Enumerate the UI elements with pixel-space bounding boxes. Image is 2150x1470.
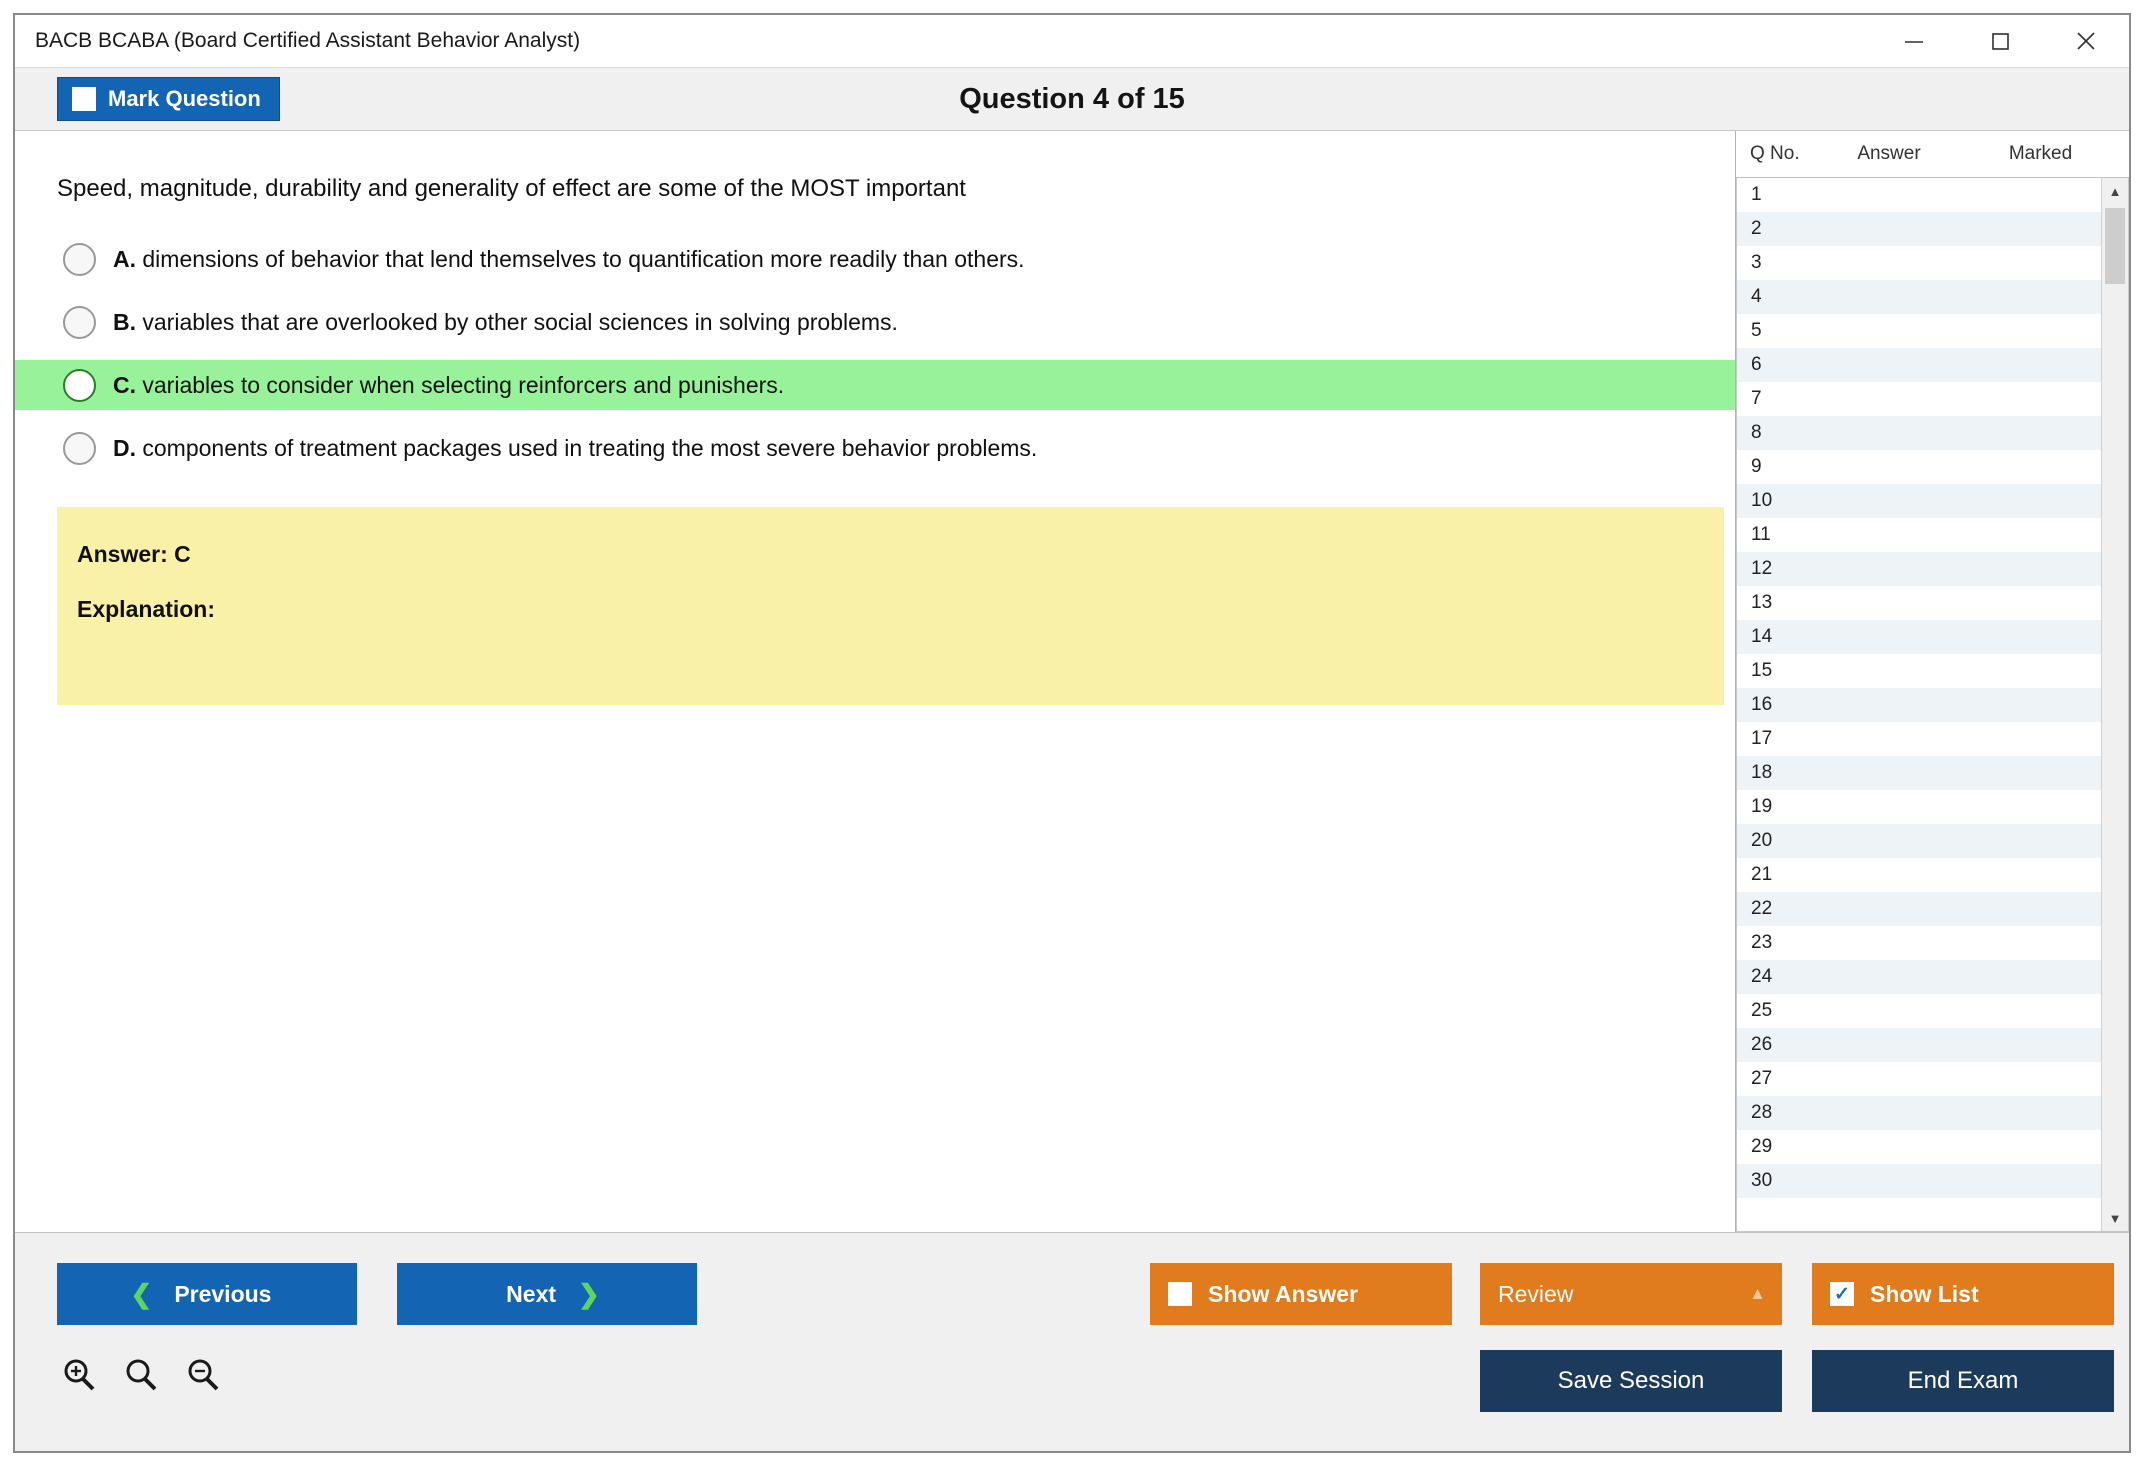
column-header-qno: Q No. bbox=[1750, 143, 1800, 164]
question-list-row-number: 11 bbox=[1751, 524, 1771, 545]
zoom-in-icon[interactable] bbox=[59, 1355, 99, 1400]
option-row-d[interactable] bbox=[15, 423, 1735, 473]
option-row-b[interactable] bbox=[15, 297, 1735, 347]
question-list-row-number: 3 bbox=[1751, 252, 1762, 273]
question-list-row-number: 20 bbox=[1751, 830, 1773, 851]
question-list-row-number: 22 bbox=[1751, 898, 1773, 919]
show-answer-checkbox[interactable] bbox=[1168, 1282, 1192, 1306]
question-list-row-number: 10 bbox=[1751, 490, 1773, 511]
answer-panel bbox=[57, 507, 1724, 705]
question-counter: Question 4 of 15 bbox=[959, 82, 1185, 115]
question-list-row-number: 16 bbox=[1751, 694, 1773, 715]
header-bar bbox=[15, 68, 2129, 131]
option-text-c: variables to consider when selecting reinforcers and punishers. bbox=[142, 371, 785, 398]
radio-a[interactable] bbox=[63, 243, 96, 276]
question-list-row[interactable] bbox=[1737, 178, 2101, 212]
question-list-row-number: 23 bbox=[1751, 932, 1773, 953]
previous-button[interactable] bbox=[57, 1263, 357, 1325]
end-exam-label: End Exam bbox=[1907, 1367, 2019, 1394]
question-list-row[interactable] bbox=[1737, 586, 2101, 620]
radio-b[interactable] bbox=[63, 306, 96, 339]
maximize-icon[interactable] bbox=[1957, 15, 2043, 67]
question-list-row[interactable] bbox=[1737, 212, 2101, 246]
radio-c[interactable] bbox=[63, 369, 96, 402]
window-title: BACB BCABA (Board Certified Assistant Behavior Analyst) bbox=[35, 29, 581, 52]
question-list-row[interactable] bbox=[1737, 756, 2101, 790]
question-list-row[interactable] bbox=[1737, 926, 2101, 960]
question-list-row[interactable] bbox=[1737, 450, 2101, 484]
question-list-row[interactable] bbox=[1737, 892, 2101, 926]
save-session-label: Save Session bbox=[1557, 1367, 1705, 1394]
option-letter-c: C. bbox=[113, 371, 136, 398]
question-list-row[interactable] bbox=[1737, 620, 2101, 654]
option-text-b: variables that are overlooked by other social sciences in solving problems. bbox=[142, 308, 898, 335]
scrollbar-track[interactable] bbox=[2102, 204, 2128, 1205]
question-list-row-number: 24 bbox=[1751, 966, 1773, 987]
question-list-row-number: 7 bbox=[1751, 388, 1762, 409]
question-list-scrollbar[interactable] bbox=[2101, 178, 2128, 1231]
question-list-row[interactable] bbox=[1737, 552, 2101, 586]
review-dropdown[interactable] bbox=[1480, 1263, 1782, 1325]
question-list-row[interactable] bbox=[1737, 722, 2101, 756]
minimize-icon[interactable] bbox=[1871, 15, 1957, 67]
question-list-row[interactable] bbox=[1737, 1130, 2101, 1164]
option-letter-b: B. bbox=[113, 308, 136, 335]
close-icon[interactable] bbox=[2043, 15, 2129, 67]
question-list-row-number: 21 bbox=[1751, 864, 1773, 885]
question-list-row[interactable] bbox=[1737, 246, 2101, 280]
option-label-b bbox=[113, 309, 898, 336]
next-button[interactable] bbox=[397, 1263, 697, 1325]
show-list-checkbox[interactable]: ✓ bbox=[1830, 1282, 1854, 1306]
question-list-row[interactable] bbox=[1737, 1096, 2101, 1130]
question-list-row[interactable] bbox=[1737, 382, 2101, 416]
previous-label: Previous bbox=[174, 1280, 272, 1307]
option-label-a bbox=[113, 246, 1025, 273]
option-letter-a: A. bbox=[113, 245, 136, 272]
question-list-row[interactable] bbox=[1737, 688, 2101, 722]
question-list-row-number: 9 bbox=[1751, 456, 1762, 477]
chevron-left-icon: ❮ bbox=[130, 1278, 153, 1309]
question-list-row-number: 19 bbox=[1751, 796, 1773, 817]
question-list-row[interactable] bbox=[1737, 824, 2101, 858]
question-list-row-number: 30 bbox=[1751, 1170, 1773, 1191]
answer-value: Answer: C bbox=[77, 541, 191, 568]
exam-window bbox=[13, 13, 2131, 1453]
end-exam-button[interactable] bbox=[1812, 1350, 2114, 1412]
option-letter-d: D. bbox=[113, 434, 136, 461]
question-list-row-number: 1 bbox=[1751, 184, 1762, 205]
question-list-row[interactable] bbox=[1737, 1028, 2101, 1062]
next-label: Next bbox=[506, 1280, 557, 1307]
mark-question-label: Mark Question bbox=[108, 86, 261, 111]
mark-question-checkbox[interactable] bbox=[72, 87, 96, 111]
window-controls bbox=[1871, 15, 2129, 67]
question-list-row[interactable] bbox=[1737, 518, 2101, 552]
column-header-marked: Marked bbox=[2008, 143, 2073, 164]
question-list-row-number: 17 bbox=[1751, 728, 1773, 749]
show-answer-label: Show Answer bbox=[1208, 1280, 1358, 1307]
review-label: Review bbox=[1498, 1280, 1574, 1307]
option-text-d: components of treatment packages used in treating the most severe behavior problems. bbox=[142, 434, 1038, 461]
question-list-row-number: 26 bbox=[1751, 1034, 1773, 1055]
question-list-row-number: 4 bbox=[1751, 286, 1762, 307]
question-list-row[interactable] bbox=[1737, 960, 2101, 994]
search-icon[interactable] bbox=[121, 1355, 161, 1400]
question-list-row-number: 29 bbox=[1751, 1136, 1773, 1157]
question-list-row[interactable] bbox=[1737, 280, 2101, 314]
question-list-row[interactable] bbox=[1737, 314, 2101, 348]
explanation-label: Explanation: bbox=[77, 596, 216, 623]
question-list-row-number: 28 bbox=[1751, 1102, 1773, 1123]
question-rows[interactable] bbox=[1737, 178, 2101, 1231]
option-text-a: dimensions of behavior that lend themselves to quantification more readily than others. bbox=[142, 245, 1025, 272]
scroll-up-icon[interactable]: ▲ bbox=[2108, 183, 2122, 199]
save-session-button[interactable] bbox=[1480, 1350, 1782, 1412]
options-list bbox=[15, 234, 1735, 473]
option-label-d bbox=[113, 435, 1037, 462]
question-list-row-number: 18 bbox=[1751, 762, 1773, 783]
scroll-down-icon[interactable]: ▼ bbox=[2108, 1210, 2122, 1226]
question-list-panel bbox=[1735, 131, 2129, 1232]
question-list-row-number: 6 bbox=[1751, 354, 1762, 375]
question-list-row[interactable] bbox=[1737, 858, 2101, 892]
question-list-body bbox=[1736, 178, 2129, 1232]
question-list-row[interactable] bbox=[1737, 994, 2101, 1028]
question-list-row[interactable] bbox=[1737, 484, 2101, 518]
question-list-row-number: 13 bbox=[1751, 592, 1773, 613]
chevron-up-icon: ▲ bbox=[1749, 1284, 1766, 1303]
footer-bar bbox=[15, 1232, 2129, 1451]
zoom-controls bbox=[59, 1355, 245, 1400]
show-list-label: Show List bbox=[1870, 1280, 1979, 1307]
question-list-row-number: 15 bbox=[1751, 660, 1773, 681]
question-list-row[interactable] bbox=[1737, 416, 2101, 450]
question-list-row[interactable] bbox=[1737, 1164, 2101, 1198]
zoom-out-icon[interactable] bbox=[183, 1355, 223, 1400]
scrollbar-thumb[interactable] bbox=[2105, 208, 2125, 284]
question-pane bbox=[15, 131, 1735, 1232]
body-area bbox=[15, 131, 2129, 1232]
option-row-a[interactable] bbox=[15, 234, 1735, 284]
show-list-button[interactable] bbox=[1812, 1263, 2114, 1325]
question-list-row-number: 8 bbox=[1751, 422, 1762, 443]
radio-d[interactable] bbox=[63, 432, 96, 465]
show-answer-button[interactable] bbox=[1150, 1263, 1452, 1325]
column-header-answer: Answer bbox=[1857, 143, 1921, 164]
question-list-row-number: 2 bbox=[1751, 218, 1762, 239]
question-list-row[interactable] bbox=[1737, 790, 2101, 824]
question-list-row-number: 5 bbox=[1751, 320, 1762, 341]
question-list-row[interactable] bbox=[1737, 1062, 2101, 1096]
option-row-c[interactable] bbox=[15, 360, 1735, 410]
question-list-row-number: 27 bbox=[1751, 1068, 1773, 1089]
chevron-right-icon: ❯ bbox=[578, 1278, 600, 1309]
question-list-row-number: 14 bbox=[1751, 626, 1773, 647]
title-bar bbox=[15, 15, 2129, 68]
question-list-row[interactable] bbox=[1737, 654, 2101, 688]
question-list-header bbox=[1736, 131, 2129, 178]
question-list-row[interactable] bbox=[1737, 348, 2101, 382]
question-list-row-number: 25 bbox=[1751, 1000, 1773, 1021]
question-list-row-number: 12 bbox=[1751, 558, 1773, 579]
option-label-c bbox=[113, 372, 784, 399]
mark-question-button[interactable] bbox=[57, 77, 280, 121]
question-stem: Speed, magnitude, durability and generality of effect are some of the MOST important bbox=[57, 175, 966, 202]
